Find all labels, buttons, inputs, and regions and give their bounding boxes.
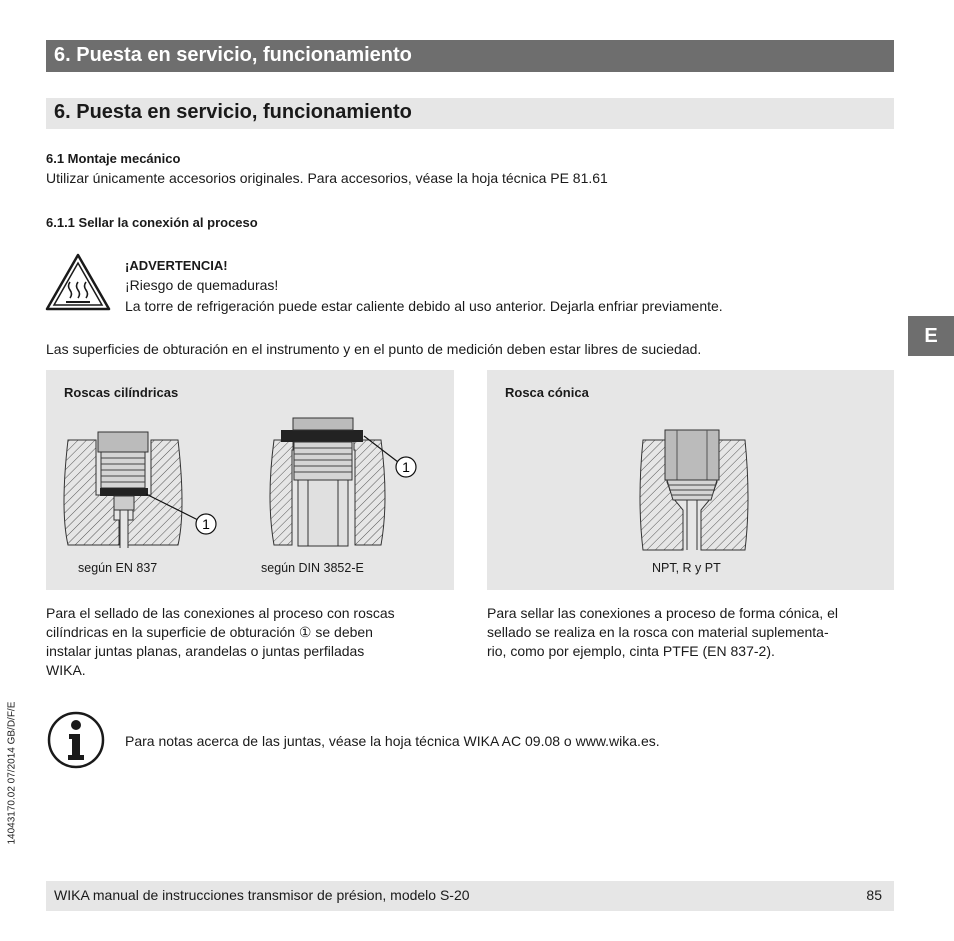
- caption-en837: según EN 837: [78, 561, 158, 575]
- footer-text: WIKA manual de instrucciones transmisor de présion, modelo S-20: [54, 887, 470, 903]
- heading-6-1-1: 6.1.1 Sellar la conexión al proceso: [46, 215, 258, 230]
- warning-line1: ¡Riesgo de quemaduras!: [125, 277, 279, 293]
- panel-left-title: Roscas cilíndricas: [64, 385, 179, 400]
- heading-6-1: 6.1 Montaje mecánico: [46, 151, 181, 166]
- surfaces-text: Las superficies de obturación en el instrumento y en el punto de medición deben estar libres de suciedad.: [46, 341, 702, 357]
- section-title: 6. Puesta en servicio, funcionamiento: [54, 101, 412, 123]
- section-title-bar: [46, 98, 894, 129]
- paragraph-line: Para el sellado de las conexiones al proceso con roscas: [46, 605, 395, 621]
- page-number: 85: [866, 887, 882, 903]
- cylindrical-thread-diagram: [46, 370, 454, 590]
- paragraph-line: rio, como por ejemplo, cinta PTFE (EN 837-2).: [487, 643, 775, 659]
- paragraph-line: sellado se realiza en la rosca con material suplementa-: [487, 624, 829, 640]
- hot-surface-warning-icon: [44, 252, 112, 312]
- panel-conical-thread: [487, 370, 894, 590]
- svg-text:1: 1: [402, 459, 410, 475]
- info-note: Para notas acerca de las juntas, véase la hoja técnica WIKA AC 09.08 o www.wika.es.: [125, 733, 660, 749]
- header-bar-title: 6. Puesta en servicio, funcionamiento: [54, 44, 412, 66]
- conical-thread-diagram: [487, 370, 894, 590]
- info-icon: [46, 710, 106, 770]
- paragraph-line: instalar juntas planas, arandelas o juntas perfiladas: [46, 643, 365, 659]
- language-tab: E: [908, 316, 954, 356]
- paragraph-line: cilíndricas en la superficie de obturación ① se deben: [46, 624, 373, 640]
- paragraph-cylindrical: [46, 604, 458, 680]
- warning-title: ¡ADVERTENCIA!: [125, 258, 228, 273]
- header-bar: [46, 40, 894, 72]
- panel-right-title: Rosca cónica: [505, 385, 589, 400]
- caption-npt: NPT, R y PT: [652, 561, 721, 575]
- paragraph-conical: [487, 604, 894, 661]
- paragraph-line: Para sellar las conexiones a proceso de forma cónica, el: [487, 605, 838, 621]
- footer: [46, 881, 894, 911]
- paragraph-line: WIKA.: [46, 662, 86, 678]
- text-6-1: Utilizar únicamente accesorios originales. Para accesorios, véase la hoja técnica PE 81.61: [46, 170, 608, 186]
- panel-cylindrical-threads: [46, 370, 454, 590]
- warning-line2: La torre de refrigeración puede estar caliente debido al uso anterior. Dejarla enfriar previamente.: [125, 298, 723, 314]
- document-code: 14043170.02 07/2014 GB/D/F/E: [6, 701, 18, 845]
- svg-text:1: 1: [202, 516, 210, 532]
- caption-din3852: según DIN 3852-E: [261, 561, 364, 575]
